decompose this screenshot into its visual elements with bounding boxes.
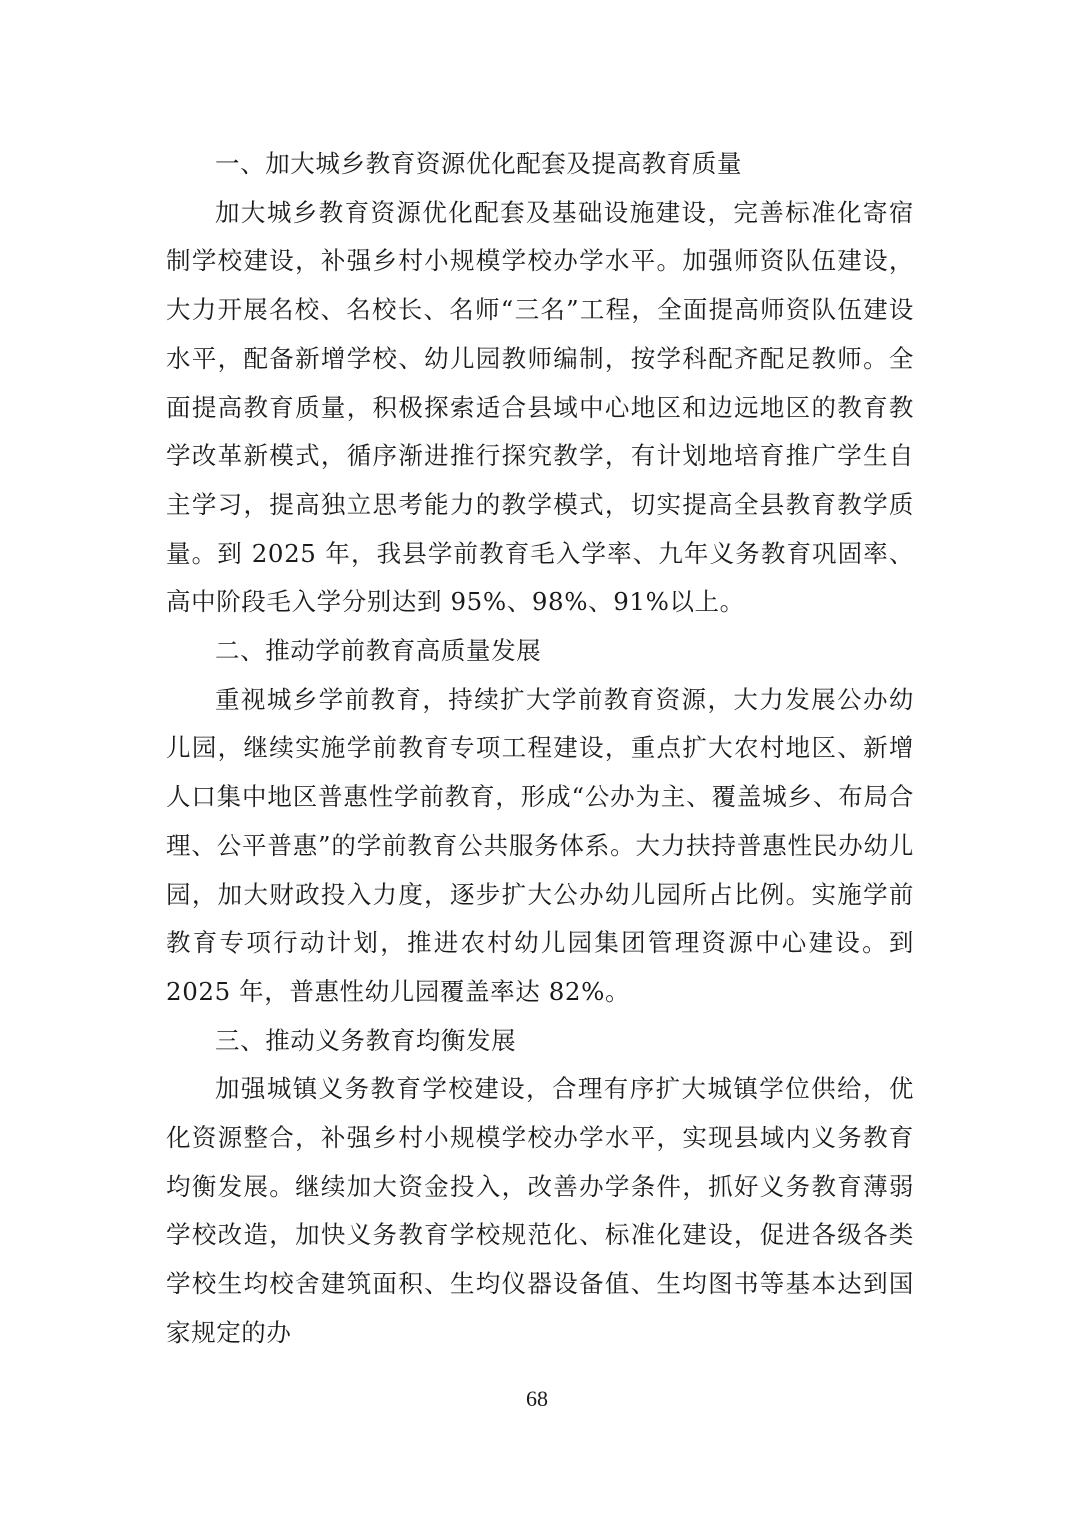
section-1-paragraph: 加大城乡教育资源优化配套及基础设施建设，完善标准化寄宿制学校建设，补强乡村小规模学校办学水平。加强师资队伍建设，大力开展名校、名校长、名师“三名”工程，全面提高师资队伍建设水平，配备新增学校、幼儿园教师编制，按学科配齐配足教师。全面提高教育质量，积极探索适合县域中心地区和边远地区的教育教学改革新模式，循序渐进推行探究教学，有计划地培育推广学生自主学习，提高独立思考能力的教学模式，切实提高全县教育教学质量。到 2025 年，我县学前教育毛入学率、九年义务教育巩固率、高中阶段毛入学分别达到 95%、98%、91%以上。 (166, 197, 914, 617)
section-1-heading: 一、加大城乡教育资源优化配套及提高教育质量 (215, 149, 743, 178)
section-2-heading: 二、推动学前教育高质量发展 (215, 636, 542, 666)
page-number: 68 (526, 1386, 548, 1411)
document-body (166, 140, 914, 1358)
section-2-paragraph: 重视城乡学前教育，持续扩大学前教育资源，大力发展公办幼儿园，继续实施学前教育专项工程建设，重点扩大农村地区、新增人口集中地区普惠性学前教育，形成“公办为主、覆盖城乡、布局合理、公平普惠”的学前教育公共服务体系。大力扶持普惠性民办幼儿园，加大财政投入力度，逐步扩大公办幼儿园所占比例。实施学前教育专项行动计划，推进农村幼儿园集团管理资源中心建设。到 2025 年，普惠性幼儿园覆盖率达 82%。 (166, 684, 914, 1006)
section-3-heading: 三、推动义务教育均衡发展 (215, 1025, 517, 1055)
section-3-paragraph: 加强城镇义务教育学校建设，合理有序扩大城镇学位供给，优化资源整合，补强乡村小规模学校办学水平，实现县域内义务教育均衡发展。继续加大资金投入，改善办学条件，抓好义务教育薄弱学校改造，加快义务教育学校规范化、标准化建设，促进各级各类学校生均校舍建筑面积、生均仪器设备值、生均图书等基本达到国家规定的办 (166, 1074, 914, 1347)
